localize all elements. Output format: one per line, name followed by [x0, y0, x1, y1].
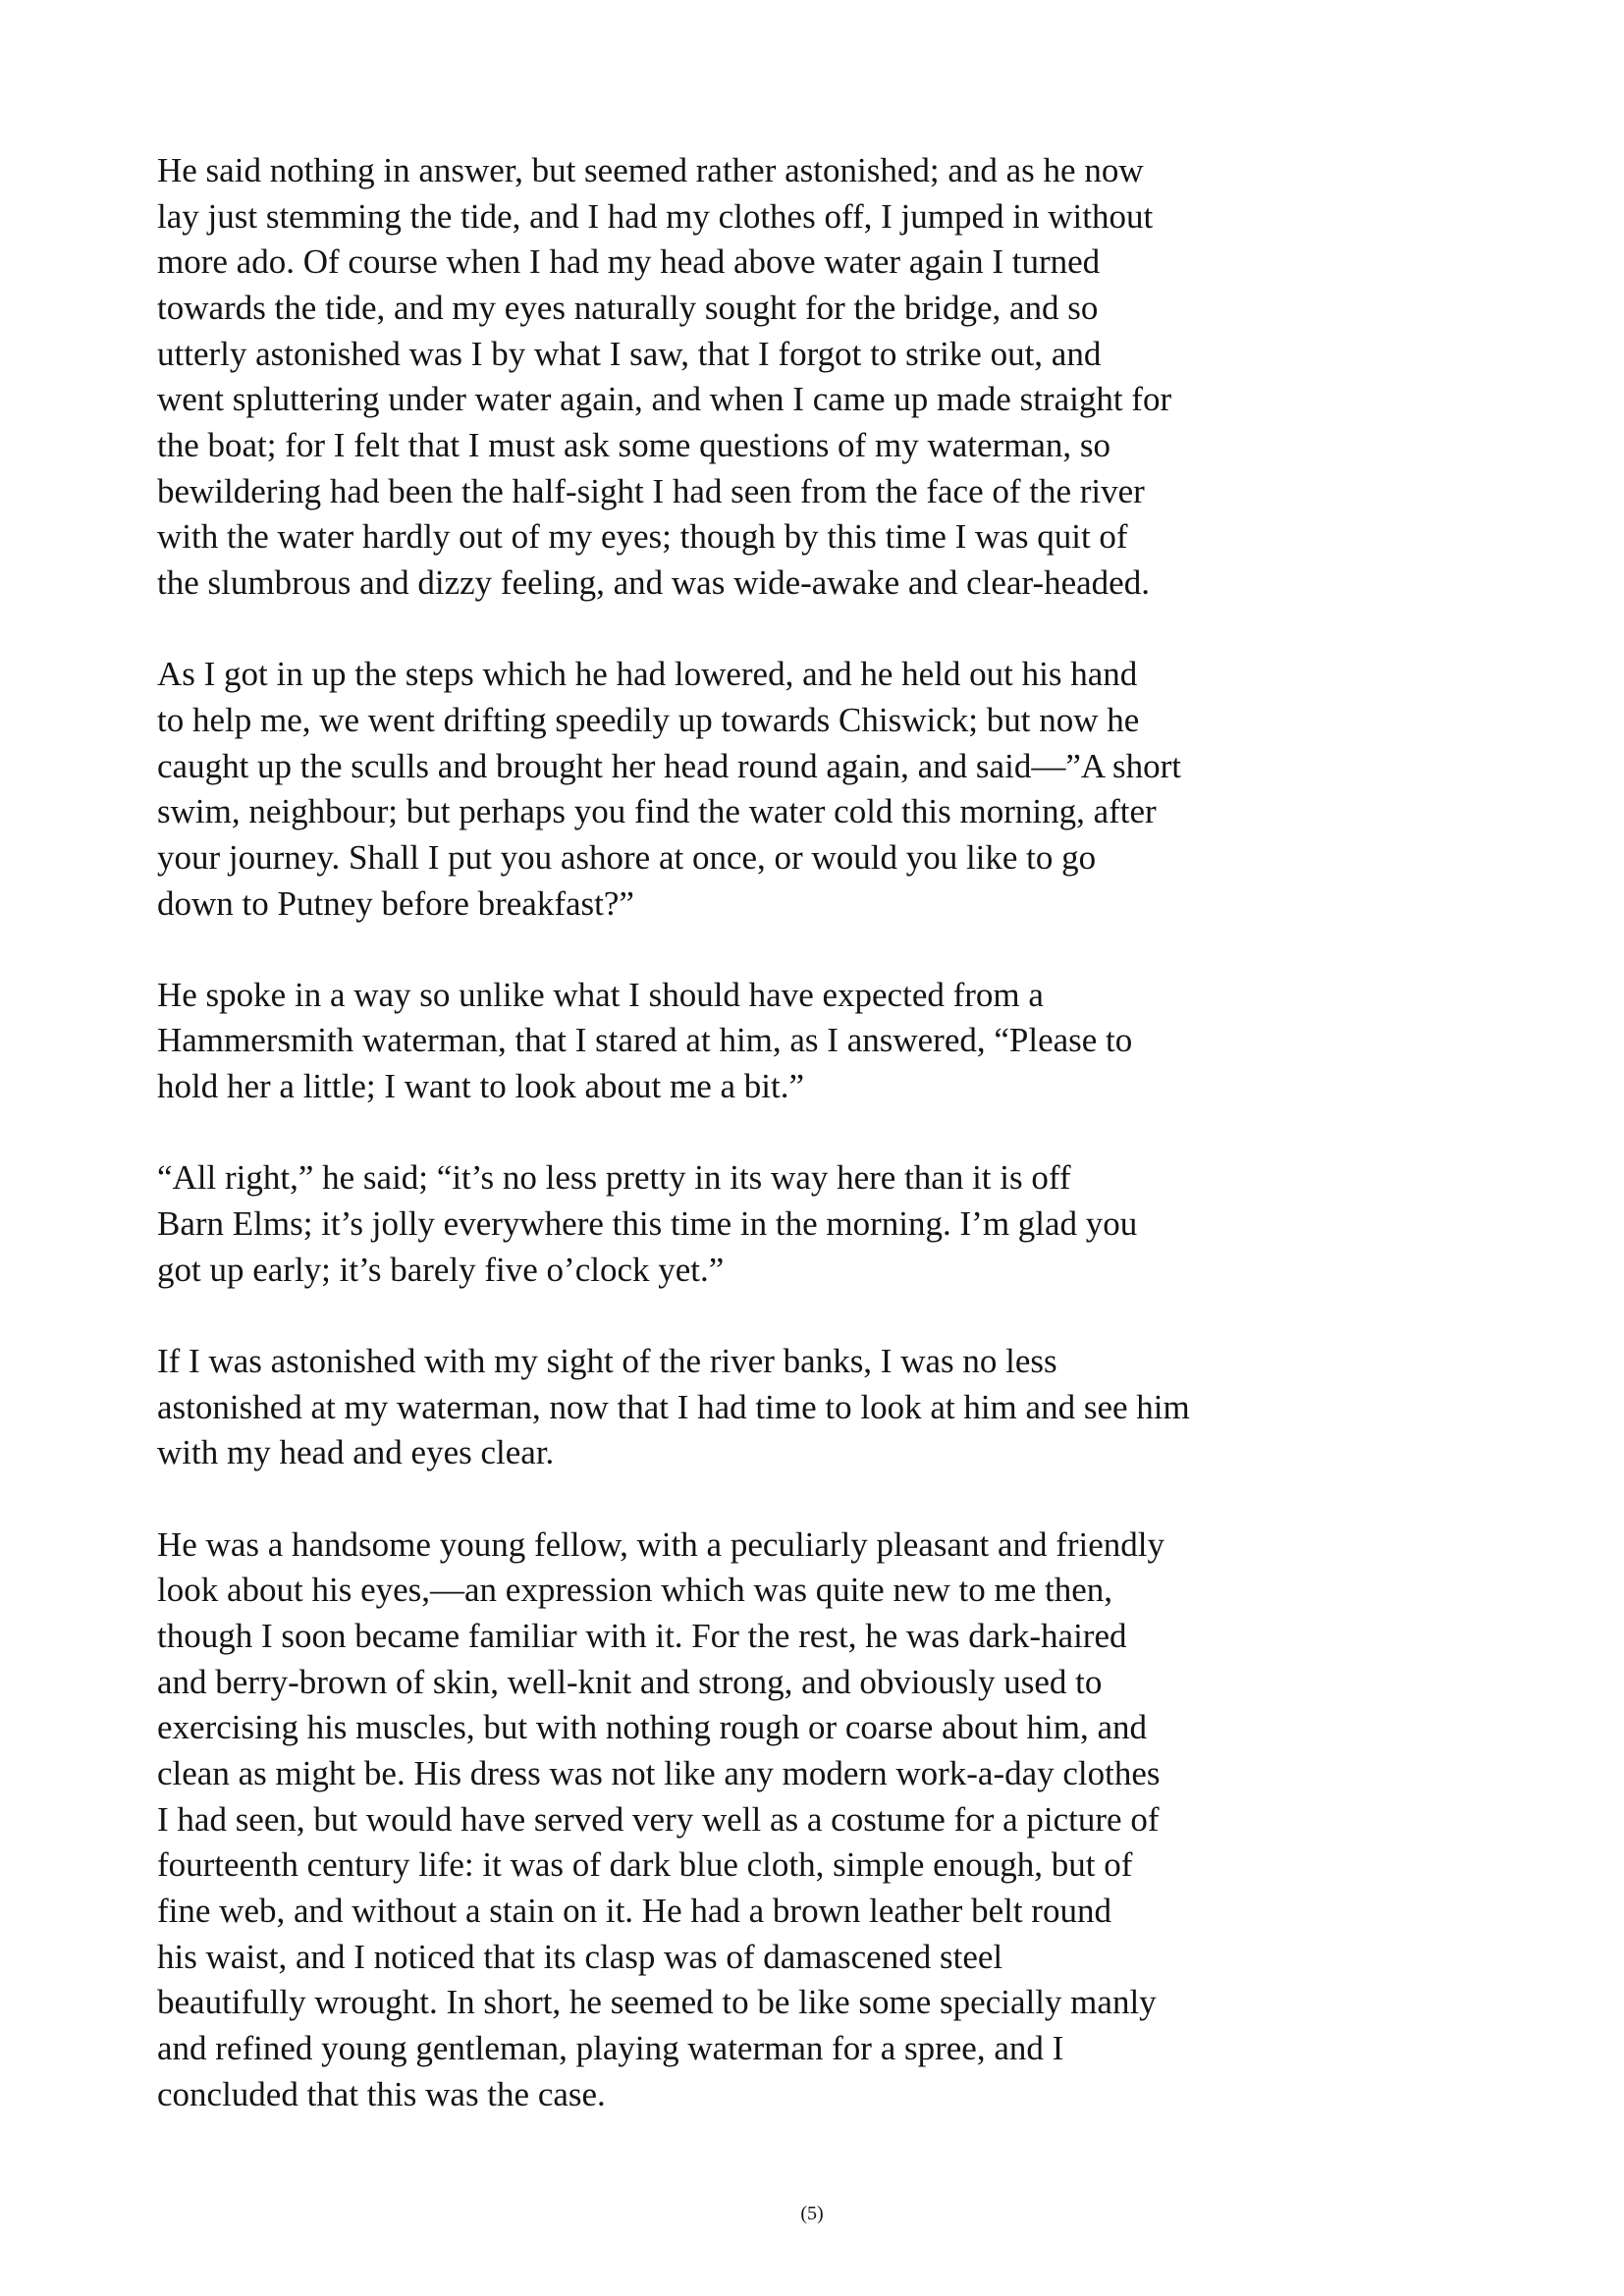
- text-line: He said nothing in answer, but seemed rather astonished; and as he now: [157, 151, 1144, 189]
- text-line: look about his eyes,—an expression which was quite new to me then,: [157, 1571, 1112, 1610]
- text-line: utterly astonished was I by what I saw, that I forgot to strike out, and: [157, 334, 1102, 373]
- text-line: caught up the sculls and brought her head round again, and said—”A short: [157, 746, 1181, 785]
- text-line: fourteenth century life: it was of dark blue cloth, simple enough, but of: [157, 1845, 1133, 1885]
- text-line: astonished at my waterman, now that I had time to look at him and see him: [157, 1387, 1190, 1426]
- paragraph: [157, 1522, 1473, 2118]
- text-line: Barn Elms; it’s jolly everywhere this time in the morning. I’m glad you: [157, 1204, 1138, 1244]
- text-line: “All right,” he said; “it’s no less pretty in its way here than it is off: [157, 1158, 1071, 1198]
- text-line: hold her a little; I want to look about me a bit.”: [157, 1067, 805, 1106]
- text-line: concluded that this was the case.: [157, 2074, 606, 2113]
- text-line: towards the tide, and my eyes naturally sought for the bridge, and so: [157, 288, 1099, 327]
- text-line: Hammersmith waterman, that I stared at him, as I answered, “Please to: [157, 1021, 1133, 1060]
- paragraph: [157, 973, 1473, 1110]
- text-line: down to Putney before breakfast?”: [157, 883, 634, 923]
- text-line: I had seen, but would have served very well as a costume for a picture of: [157, 1799, 1160, 1839]
- paragraph: [157, 1339, 1473, 1476]
- text-line: beautifully wrought. In short, he seemed to be like some specially manly: [157, 1983, 1157, 2022]
- text-line: went spluttering under water again, and when I came up made straight for: [157, 380, 1172, 419]
- text-line: He was a handsome young fellow, with a peculiarly pleasant and friendly: [157, 1524, 1165, 1564]
- text-line: As I got in up the steps which he had lowered, and he held out his hand: [157, 655, 1138, 694]
- text-line: swim, neighbour; but perhaps you find the water cold this morning, after: [157, 792, 1157, 831]
- paragraph: [157, 148, 1473, 607]
- text-line: exercising his muscles, but with nothing rough or coarse about him, and: [157, 1708, 1148, 1747]
- text-line: his waist, and I noticed that its clasp was of damascened steel: [157, 1937, 1003, 1976]
- text-line: the slumbrous and dizzy feeling, and was wide-awake and clear-headed.: [157, 562, 1150, 602]
- text-line: though I soon became familiar with it. For the rest, he was dark-haired: [157, 1617, 1127, 1655]
- text-line: If I was astonished with my sight of the river banks, I was no less: [157, 1342, 1057, 1381]
- text-line: with my head and eyes clear.: [157, 1433, 555, 1472]
- body-text: [157, 148, 1473, 2117]
- text-line: your journey. Shall I put you ashore at once, or would you like to go: [157, 837, 1097, 877]
- paragraph: [157, 652, 1473, 927]
- text-line: the boat; for I felt that I must ask some questions of my waterman, so: [157, 425, 1111, 464]
- text-line: and berry-brown of skin, well-knit and strong, and obviously used to: [157, 1662, 1103, 1701]
- text-line: more ado. Of course when I had my head above water again I turned: [157, 242, 1101, 282]
- text-line: lay just stemming the tide, and I had my clothes off, I jumped in without: [157, 196, 1154, 236]
- text-line: to help me, we went drifting speedily up towards Chiswick; but now he: [157, 700, 1140, 739]
- text-line: He spoke in a way so unlike what I should have expected from a: [157, 975, 1044, 1014]
- paragraph: [157, 1155, 1473, 1293]
- text-line: clean as might be. His dress was not like any modern work-a-day clothes: [157, 1753, 1161, 1792]
- text-line: and refined young gentleman, playing waterman for a spree, and I: [157, 2028, 1064, 2067]
- page-number: (5): [800, 2203, 824, 2224]
- text-line: with the water hardly out of my eyes; though by this time I was quit of: [157, 517, 1128, 557]
- text-line: got up early; it’s barely five o’clock yet.”: [157, 1250, 725, 1289]
- text-line: fine web, and without a stain on it. He had a brown leather belt round: [157, 1891, 1111, 1930]
- text-line: bewildering had been the half-sight I had seen from the face of the river: [157, 471, 1145, 510]
